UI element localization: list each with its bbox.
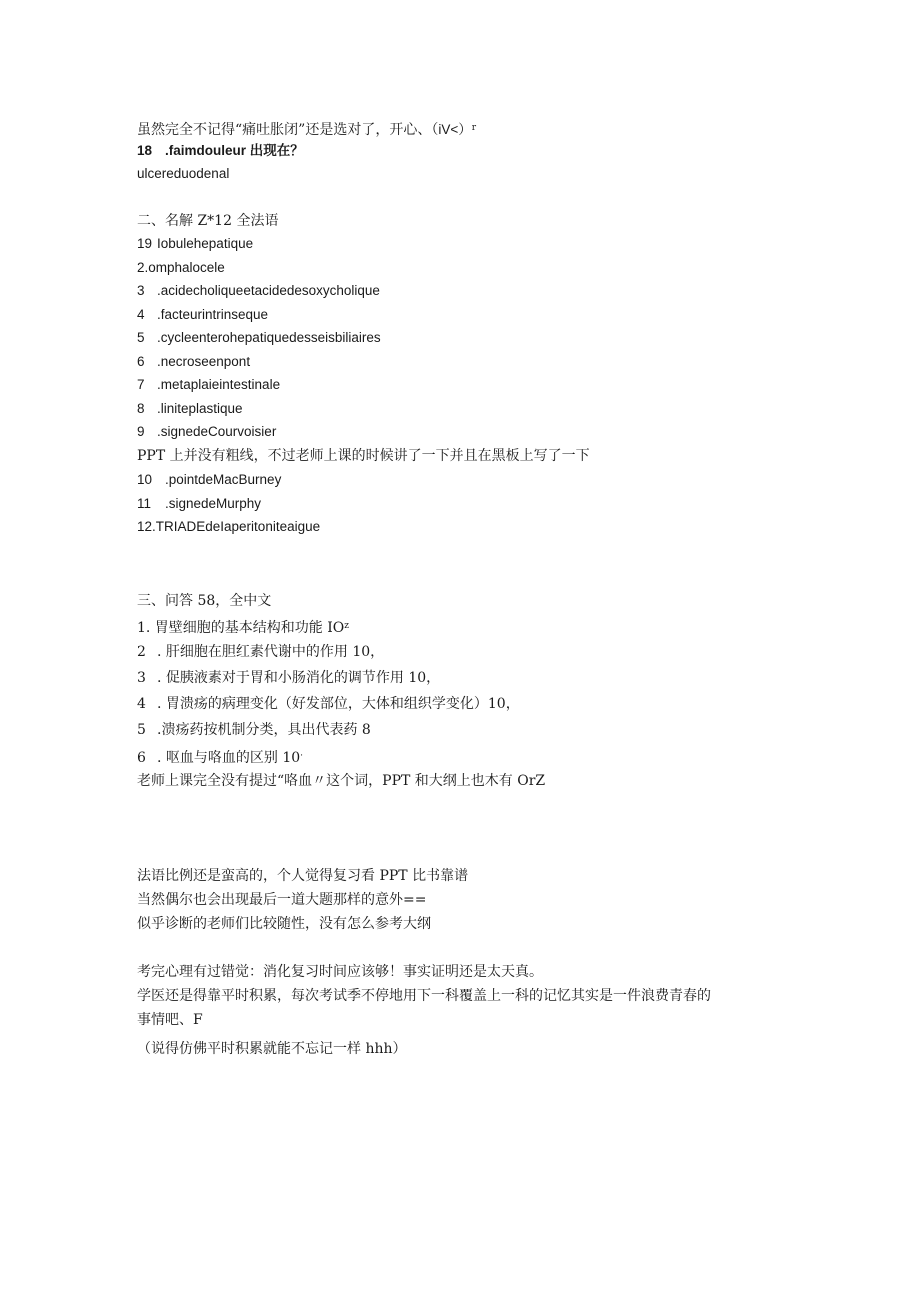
item-text: 12.TRIADEdeIaperitoniteaigue [137, 519, 321, 534]
item-number: 19 [137, 236, 153, 251]
item-text: .pointdeMacBurney [165, 472, 282, 487]
remark-line: 当然偶尔也会出现最后一道大题那样的意外== [137, 892, 427, 908]
list-item [137, 642, 384, 662]
list-item [137, 422, 276, 442]
list-item [137, 375, 280, 395]
reflection-line: 学医还是得靠平时积累，每次考试季不停地用下一科覆盖上一科的记忆其实是一件浪费青春的 [137, 988, 711, 1004]
remark-line: 法语比例还是蛮高的，个人觉得复习看 PPT 比书靠谱 [137, 868, 469, 884]
list-item [137, 517, 320, 537]
list-item [137, 281, 380, 301]
item-number: 7 [137, 377, 145, 392]
item-number: 10 [137, 472, 153, 487]
list-item [137, 494, 261, 514]
intro-text: 虽然完全不记得“痛吐胀闭”还是选对了，开心、（ [137, 122, 439, 138]
item-text: .acidecholiqueetacidedesoxycholique [157, 283, 380, 298]
item-number: 6 [137, 750, 146, 766]
item-text: 1. 胃壁细胞的基本结构和功能 IO [137, 620, 345, 636]
item-number: 2 [137, 644, 146, 660]
reflection-line: 事情吧、F [137, 1012, 203, 1028]
item-text: .溃疡药按机制分类，具出代表药 8 [157, 722, 371, 738]
item-number: 5 [137, 330, 145, 345]
intro-line [137, 118, 476, 140]
item-mark: z [344, 621, 350, 631]
item-text: . 胃溃疡的病理变化（好发部位，大体和组织学变化）10， [157, 696, 520, 712]
item-number: 3 [137, 283, 145, 298]
item-text: 2.omphalocele [137, 260, 225, 275]
list-item [137, 720, 371, 740]
item-text: .necroseenpont [157, 354, 251, 369]
list-item [137, 234, 253, 254]
remark-line: 似乎诊断的老师们比较随性，没有怎么参考大纲 [137, 916, 431, 932]
item-text: .cycleenterohepatiquedesseisbiliaires [157, 330, 381, 345]
list-item [137, 305, 268, 325]
item-number: 9 [137, 424, 145, 439]
question-18 [137, 141, 304, 161]
item-number: 11 [137, 496, 152, 511]
question-number: 18 [137, 143, 153, 158]
item-text: .metaplaieintestinale [157, 377, 281, 392]
item-text: . 促胰液素对于胃和小肠消化的调节作用 10， [157, 670, 441, 686]
item-text: . 肝细胞在胆红素代谢中的作用 10， [157, 644, 385, 660]
item-number: 5 [137, 722, 146, 738]
item-number: 4 [137, 307, 145, 322]
list-item [137, 746, 303, 768]
intro-emoticon: iV<） [438, 122, 472, 137]
question-text: .faimdouleur 出现在？ [165, 143, 304, 158]
list-item [137, 694, 520, 714]
list-item [137, 616, 349, 638]
list-item [137, 352, 250, 372]
item-number: 6 [137, 354, 145, 369]
item-text: .facteurintrinseque [157, 307, 269, 322]
item-text: .signedeMurphy [165, 496, 262, 511]
list-item [137, 470, 281, 490]
question-18-answer: ulcereduodenal [137, 166, 230, 181]
item-number: 8 [137, 401, 145, 416]
item-mark: · [300, 751, 304, 761]
item-text: .liniteplastique [157, 401, 243, 416]
section-2-note: PPT 上并没有粗线，不过老师上课的时候讲了一下并且在黑板上写了一下 [137, 448, 590, 464]
section-3-heading: 三、问答 58，全中文 [137, 593, 272, 609]
list-item [137, 399, 243, 419]
item-text: .signedeCourvoisier [157, 424, 277, 439]
list-item [137, 258, 225, 278]
item-text: Iobulehepatique [157, 236, 254, 251]
list-item [137, 668, 440, 688]
section-3-note: 老师上课完全没有提过“咯血〃这个词，PPT 和大纲上也木有 OrZ [137, 773, 546, 789]
reflection-line: （说得仿佛平时积累就能不忘记一样 hhh） [137, 1041, 407, 1057]
item-number: 4 [137, 696, 146, 712]
section-2-heading: 二、名解 Z*12 全法语 [137, 213, 279, 229]
item-text: . 呕血与咯血的区别 10 [157, 750, 301, 766]
intro-tail: r [471, 123, 477, 133]
item-number: 3 [137, 670, 146, 686]
list-item [137, 328, 381, 348]
reflection-line: 考完心理有过错觉：消化复习时间应该够！事实证明还是太天真。 [137, 964, 543, 980]
